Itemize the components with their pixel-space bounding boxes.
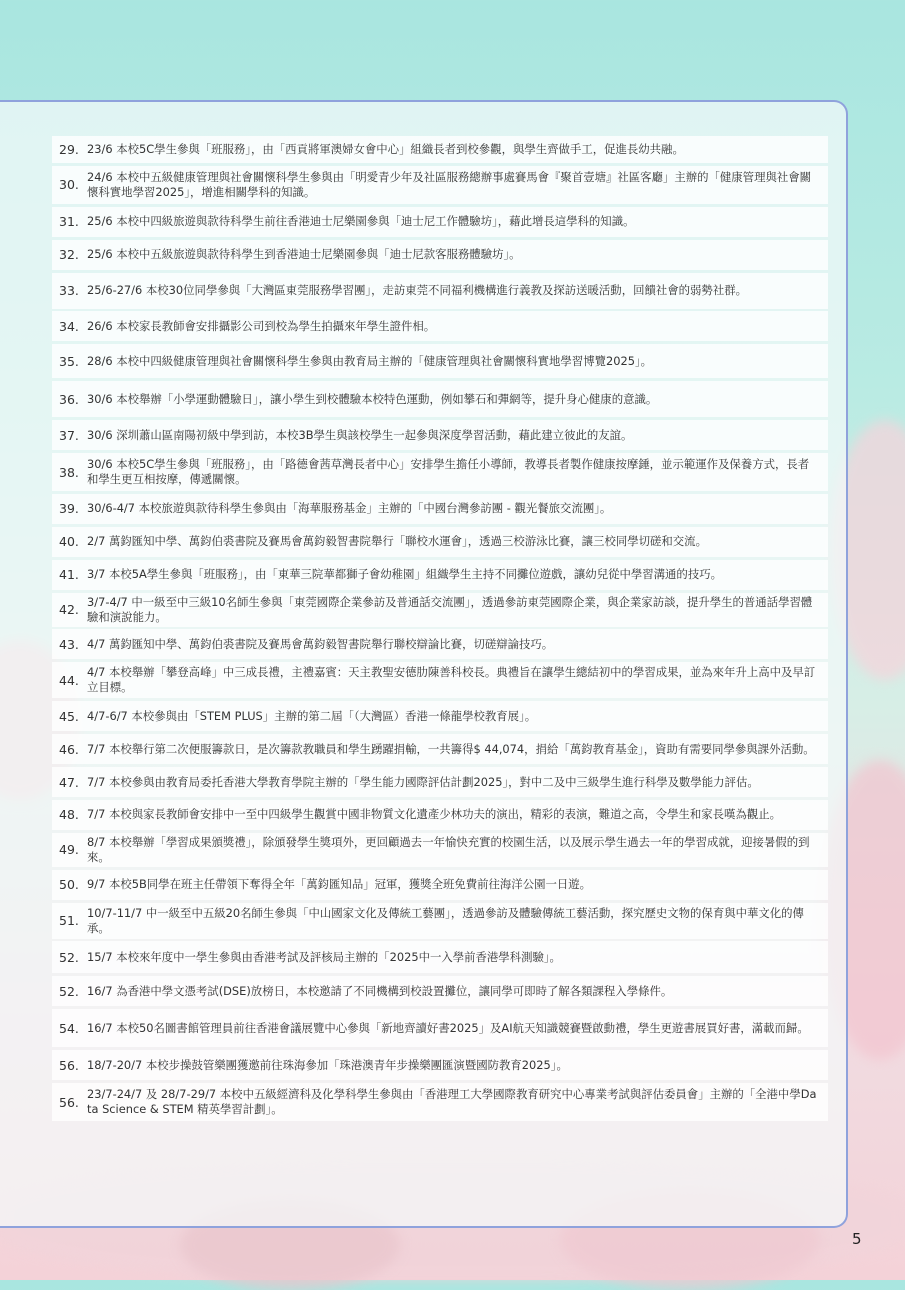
item-number: 43.: [59, 636, 79, 652]
item-text: 30/6 本校舉辦「小學運動體驗日」，讓小學生到校體驗本校特色運動，例如攀石和彈網等，提升身心健康的意識。: [87, 391, 658, 406]
item-number: 52.: [59, 983, 79, 999]
item-number: 38.: [59, 464, 79, 480]
list-item: [52, 662, 828, 698]
list-item: [52, 166, 828, 204]
item-number: 41.: [59, 567, 79, 583]
item-number: 30.: [59, 177, 79, 193]
item-text: 18/7-20/7 本校步操鼓管樂團獲邀前往珠海參加「珠港澳青年步操樂團匯演暨國防教育2025」。: [87, 1057, 568, 1072]
item-text: 4/7 本校舉辦「攀登高峰」中三成長禮，主禮嘉賓：天主教聖安德肋陳善科校長。典禮旨在讓學生總結初中的學習成果，並為來年升上高中及早訂立目標。: [87, 665, 816, 695]
item-number: 44.: [59, 672, 79, 688]
item-text: 3/7-4/7 中一級至中三級10名師生參與「東莞國際企業參訪及普通話交流團」，透過參訪東莞國際企業，與企業家訪談，提升學生的普通話學習體驗和演說能力。: [87, 594, 813, 624]
list-item: [52, 453, 828, 491]
item-text: 26/6 本校家長教師會安排攝影公司到校為學生拍攝來年學生證件相。: [87, 318, 436, 333]
item-number: 31.: [59, 214, 79, 230]
list-item: [52, 273, 828, 309]
list-item: [52, 381, 828, 417]
item-number: 56.: [59, 1094, 79, 1110]
item-number: 42.: [59, 602, 79, 618]
item-text: 28/6 本校中四級健康管理與社會關懷科學生參與由教育局主辦的「健康管理與社會關懷科實地學習博覽2025」。: [87, 353, 653, 368]
item-number: 29.: [59, 142, 79, 157]
list-item: [52, 1009, 828, 1047]
list-item: [52, 629, 828, 659]
item-text: 25/6 本校中四級旅遊與款待科學生前往香港迪士尼樂園參與「迪士尼工作體驗坊」，藉此增長這學科的知識。: [87, 214, 635, 229]
item-text: 2/7 萬鈞匯知中學、萬鈞伯裘書院及賽馬會萬鈞毅智書院舉行「聯校水運會」，透過三校游泳比賽，讓三校同學切磋和交流。: [87, 534, 707, 549]
item-number: 39.: [59, 501, 79, 517]
item-number: 36.: [59, 391, 79, 407]
item-text: 30/6 本校5C學生參與「班服務」，由「路德會茜草灣長者中心」安排學生擔任小導師，教導長者製作健康按摩錘，並示範運作及保養方式，長者和學生更互相按摩，傳遞關懷。: [87, 457, 810, 487]
item-text: 16/7 本校50名圖書館管理員前往香港會議展覽中心參與「新地齊讀好書2025」及AI航天知識競賽暨啟動禮，學生更遊書展買好書，滿載而歸。: [87, 1020, 809, 1035]
item-text: 15/7 本校來年度中一學生參與由香港考試及評核局主辦的「2025中一入學前香港學科測驗」。: [87, 949, 561, 964]
item-text: 7/7 本校與家長教師會安排中一至中四級學生觀賞中國非物質文化遺產少林功夫的演出，精彩的表演，難道之高，令學生和家長嘆為觀止。: [87, 807, 782, 822]
list-item: [52, 240, 828, 270]
event-list: [52, 136, 828, 1124]
item-number: 54.: [59, 1020, 79, 1036]
item-text: 7/7 本校舉行第二次便服籌款日，是次籌款教職員和學生踴躍捐輸，一共籌得$ 44,074，捐給「萬鈞教育基金」，資助有需要同學參與課外活動。: [87, 741, 815, 756]
item-number: 51.: [59, 913, 79, 929]
item-number: 45.: [59, 708, 79, 724]
list-item: [52, 833, 828, 867]
item-text: 4/7 萬鈞匯知中學、萬鈞伯裘書院及賽馬會萬鈞毅智書院舉行聯校辯論比賽，切磋辯論技巧。: [87, 636, 554, 651]
item-number: 49.: [59, 842, 79, 858]
item-number: 47.: [59, 774, 79, 790]
list-item: [52, 494, 828, 524]
list-item: [52, 1050, 828, 1080]
list-item: [52, 311, 828, 341]
list-item: [52, 344, 828, 378]
item-text: 3/7 本校5A學生參與「班服務」，由「東華三院華都獅子會幼稚園」組織學生主持不同攤位遊戲，讓幼兒從中學習溝通的技巧。: [87, 567, 722, 582]
list-item: [52, 734, 828, 764]
list-item: [52, 527, 828, 557]
item-text: 10/7-11/7 中一級至中五級20名師生參與「中山國家文化及傳統工藝團」，透過參訪及體驗傳統工藝活動，探究歷史文物的保育與中華文化的傳承。: [87, 905, 804, 935]
page-number: 5: [852, 1230, 862, 1248]
list-item: [52, 560, 828, 590]
item-number: 52.: [59, 949, 79, 965]
item-number: 46.: [59, 741, 79, 757]
item-text: 9/7 本校5B同學在班主任帶領下奪得全年「萬鈞匯知品」冠軍，獲獎全班免費前往海洋公園一日遊。: [87, 877, 592, 892]
item-text: 30/6-4/7 本校旅遊與款待科學生參與由「海華服務基金」主辦的「中國台灣參訪團 - 觀光餐旅交流團」。: [87, 501, 612, 516]
item-number: 33.: [59, 283, 79, 299]
list-item: [52, 420, 828, 450]
list-item: [52, 593, 828, 627]
item-text: 30/6 深圳蕭山區南陽初級中學到訪，本校3B學生與該校學生一起參與深度學習活動，藉此建立彼此的友誼。: [87, 427, 633, 442]
item-number: 34.: [59, 318, 79, 334]
item-number: 48.: [59, 807, 79, 823]
list-item: [52, 903, 828, 939]
list-item: [52, 207, 828, 237]
item-text: 25/6-27/6 本校30位同學參與「大灣區東莞服務學習團」，走訪東莞不同福利機構進行義教及探訪送暖活動，回饋社會的弱勢社群。: [87, 283, 747, 298]
list-item: [52, 976, 828, 1006]
item-number: 37.: [59, 427, 79, 443]
item-number: 50.: [59, 877, 79, 893]
list-item: [52, 136, 828, 163]
item-text: 24/6 本校中五級健康管理與社會關懷科學生參與由「明愛青少年及社區服務總辦事處賽馬會『聚首壹塘』社區客廳」主辦的「健康管理與社會關懷科實地學習2025」，增進相關學科的知識。: [87, 169, 812, 199]
list-item: [52, 870, 828, 900]
list-item: [52, 767, 828, 797]
item-number: 40.: [59, 534, 79, 550]
item-text: 25/6 本校中五級旅遊與款待科學生到香港迪士尼樂園參與「迪士尼款客服務體驗坊」。: [87, 247, 521, 262]
item-text: 16/7 為香港中學文憑考試(DSE)放榜日，本校邀請了不同機構到校設置攤位，讓同學可即時了解各類課程入學條件。: [87, 983, 673, 998]
item-text: 4/7-6/7 本校參與由「STEM PLUS」主辦的第二屆「（大灣區）香港一條龍學校教育展」。: [87, 708, 537, 723]
item-number: 32.: [59, 247, 79, 263]
item-number: 56.: [59, 1057, 79, 1073]
list-item: [52, 941, 828, 973]
list-item: [52, 800, 828, 830]
item-text: 23/6 本校5C學生參與「班服務」，由「西貢將軍澳婦女會中心」組織長者到校參觀，與學生齊做手工，促進長幼共融。: [87, 142, 684, 156]
item-number: 35.: [59, 353, 79, 369]
item-text: 7/7 本校參與由教育局委托香港大學教育學院主辦的「學生能力國際評估計劃2025」，對中二及中三級學生進行科學及數學能力評估。: [87, 774, 759, 789]
item-text: 23/7-24/7 及 28/7-29/7 本校中五級經濟科及化學科學生參與由「香港理工大學國際教育研究中心專業考試與評估委員會」主辦的「全港中學Data Science & STEM 精英學習計劃」。: [87, 1087, 817, 1117]
list-item: [52, 1083, 828, 1121]
item-text: 8/7 本校舉辦「學習成果頒獎禮」，除頒發學生獎項外，更回顧過去一年愉快充實的校園生活，以及展示學生過去一年的學習成就，迎接暑假的到來。: [87, 834, 810, 864]
list-item: [52, 701, 828, 731]
